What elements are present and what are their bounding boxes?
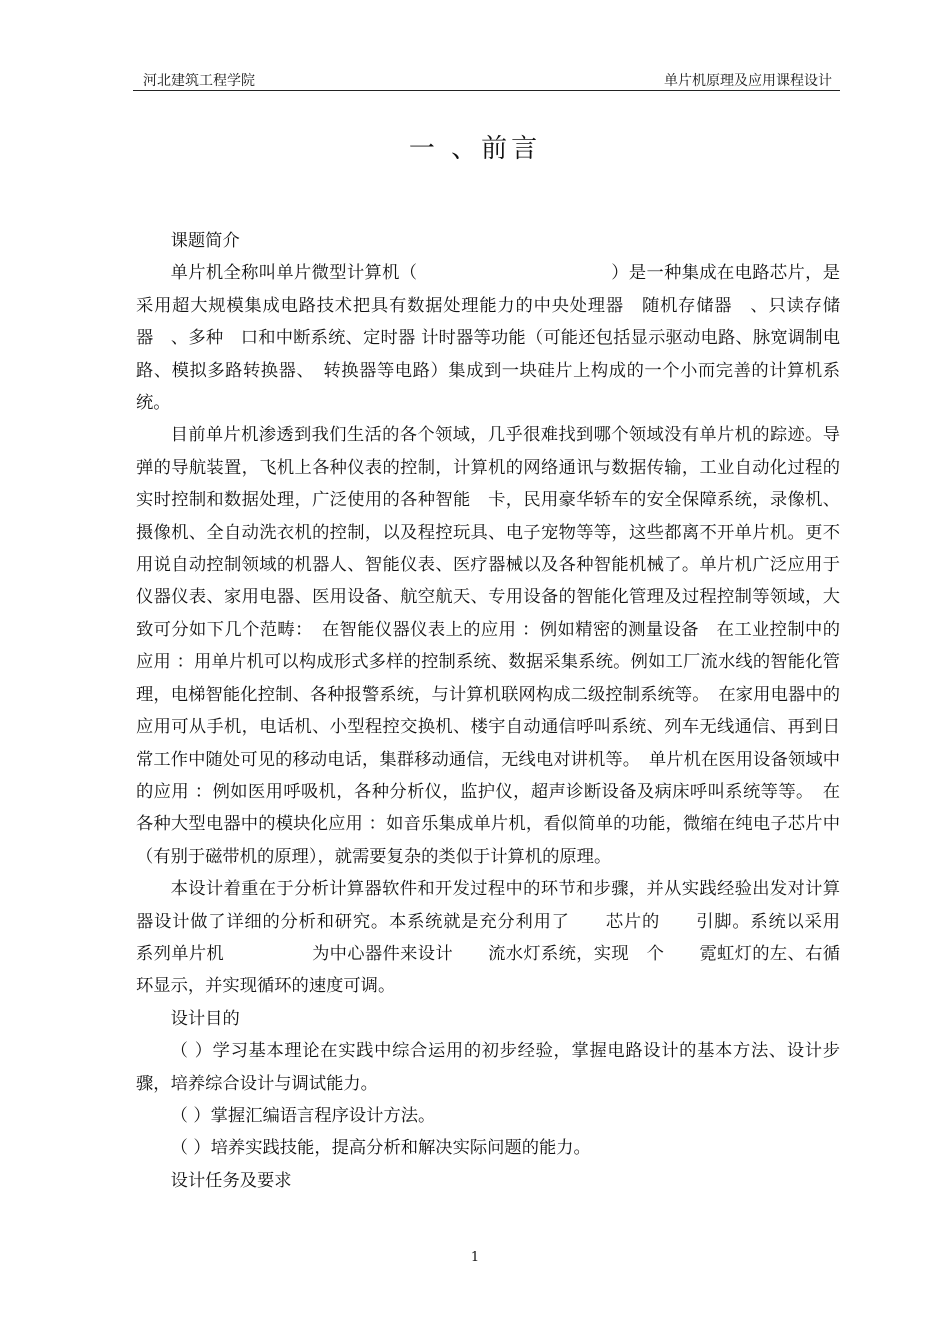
header-school-name: 河北建筑工程学院 [143,73,255,89]
header-course-title: 单片机原理及应用课程设计 [664,73,832,89]
subheading-intro: 课题简介 [170,231,240,251]
purpose-item-2: （ ）掌握汇编语言程序设计方法。 [170,1105,436,1126]
section-title: 一 、前言 [408,134,542,164]
page-header [133,70,840,91]
paragraph-mcu-definition: 单片机全称叫单片微型计算机（ ）是一种集成在电路芯片，是采用超大规模集成电路技术把具有数据处理能力的中央处理器 随机存储器 、只读存储器 、多种 口和中断系统、定时器 计时器等功能（可能还包括显示驱动电路、脉宽调制电路、模拟多路转换器、 转换器等电路）集成到一块硅片上构成的一个小而完善的计算机系统。 [136,263,840,414]
page-number: 1 [470,1250,480,1265]
paragraph-applications: 目前单片机渗透到我们生活的各个领域，几乎很难找到哪个领域没有单片机的踪迹。导弹的导航装置，飞机上各种仪表的控制，计算机的网络通讯与数据传输，工业自动化过程的实时控制和数据处理，广泛使用的各种智能 卡，民用豪华轿车的安全保障系统，录像机、摄像机、全自动洗衣机的控制，以及程控玩具、电子宠物等等，这些都离不开单片机。更不用说自动控制领域的机器人、智能仪表、医疗器械以及各种智能机械了。单片机广泛应用于仪器仪表、家用电器、医用设备、航空航天、专用设备的智能化管理及过程控制等领域，大致可分如下几个范畴： 在智能仪器仪表上的应用 ：例如精密的测量设备 在工业控制中的应用 ：用单片机可以构成形式多样的控制系统、数据采集系统。例如工厂流水线的智能化管理，电梯智能化控制、各种报警系统，与计算机联网构成二级控制系统等。 在家用电器中的应用可从手机，电话机、小型程控交换机、楼宇自动通信呼叫系统、列车无线通信、再到日常工作中随处可见的移动电话，集群移动通信，无线电对讲机等。 单片机在医用设备领域中的应用 ：例如医用呼吸机，各种分析仪，监护仪，超声诊断设备及病床呼叫系统等等。 在各种大型电器中的模块化应用 ：如音乐集成单片机，看似简单的功能，微缩在纯电子芯片中（有别于磁带机的原理），就需要复杂的类似于计算机的原理。 [136,425,840,867]
purpose-item-3: （ ）培养实践技能，提高分析和解决实际问题的能力。 [170,1138,591,1159]
subheading-design-tasks: 设计任务及要求 [170,1170,292,1191]
body-text [136,225,892,1197]
purpose-item-1: （ ）学习基本理论在实践中综合运用的初步经验，掌握电路设计的基本方法、设计步骤，培养综合设计与调试能力。 [136,1041,840,1094]
paragraph-design-overview: 本设计着重在于分析计算器软件和开发过程中的环节和步骤，并从实践经验出发对计算器设计做了详细的分析和研究。本系统就是充分利用了 芯片的 引脚。系统以采用 系列单片机 为中心器件来设计 流水灯系统，实现 个 霓虹灯的左、右循环显示，并实现循环的速度可调。 [136,879,892,997]
subheading-design-purpose: 设计目的 [170,1008,240,1029]
